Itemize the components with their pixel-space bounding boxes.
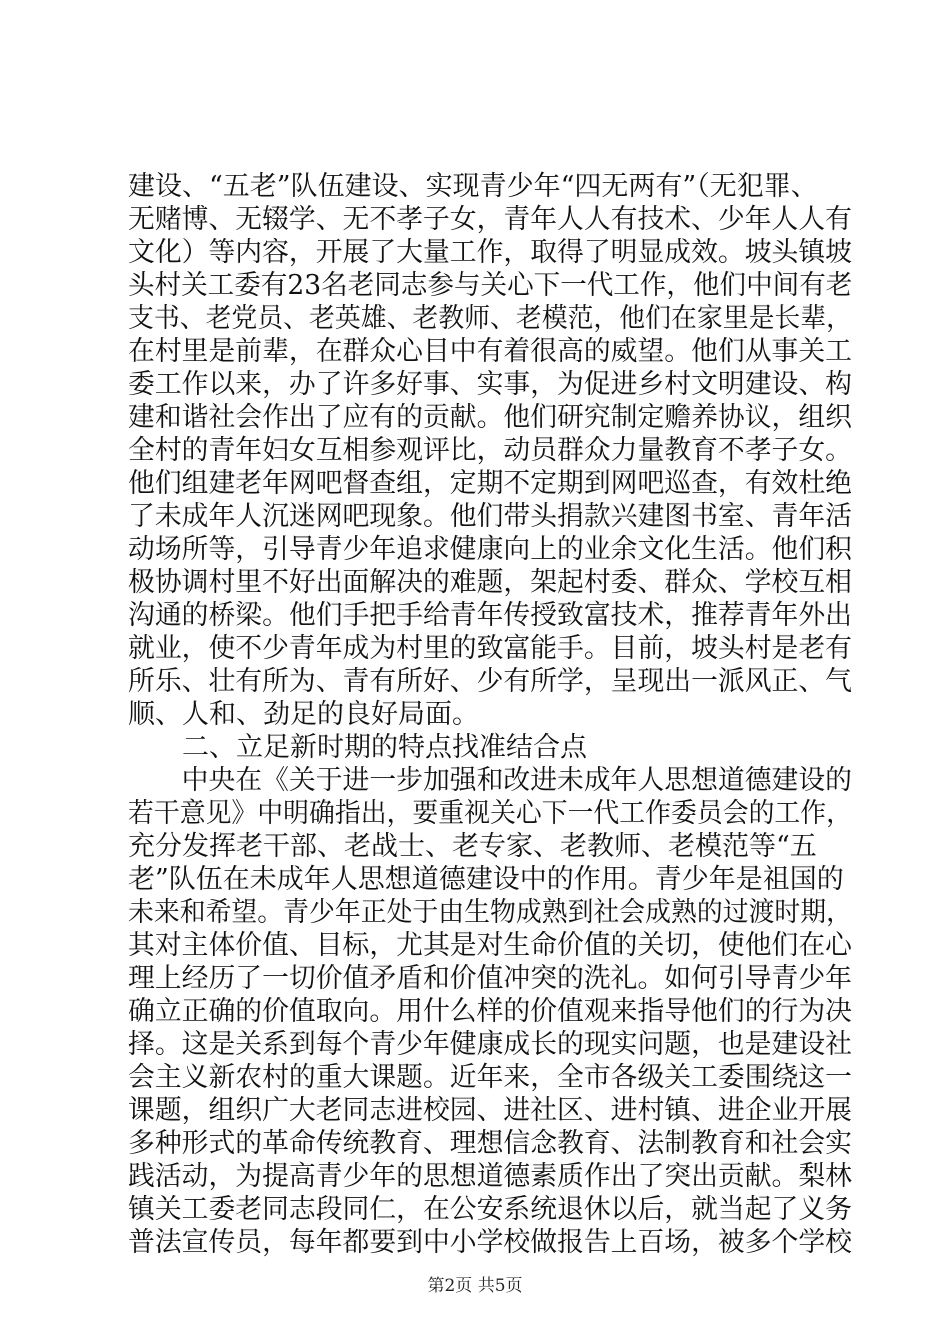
text-line: 建设、“五老”队伍建设、实现青少年“四无两有”（无犯罪、: [128, 171, 818, 202]
text-line: 择。这是关系到每个青少年健康成长的现实问题，也是建设社: [128, 1029, 852, 1060]
text-line: 文化）等内容，开展了大量工作，取得了明显成效。坡头镇坡: [128, 237, 852, 268]
text-line: 支书、老党员、老英雄、老教师、老模范，他们在家里是长辈，: [128, 303, 852, 334]
text-line: 所乐、壮有所为、青有所好、少有所学，呈现出一派风正、气: [128, 666, 852, 697]
text-line: 若干意见》中明确指出，要重视关心下一代工作委员会的工作，: [128, 798, 852, 829]
text-line: 建和谐社会作出了应有的贡献。他们研究制定赡养协议，组织: [128, 402, 852, 433]
text-line: 多种形式的革命传统教育、理想信念教育、法制教育和社会实: [128, 1128, 852, 1159]
text-line: 沟通的桥梁。他们手把手给青年传授致富技术，推荐青年外出: [128, 600, 852, 631]
text-line: 课题，组织广大老同志进校园、进社区、进村镇、进企业开展: [128, 1095, 852, 1126]
text-line: 就业，使不少青年成为村里的致富能手。目前，坡头村是老有: [128, 633, 852, 664]
text-line: 会主义新农村的重大课题。近年来，全市各级关工委围绕这一: [128, 1062, 852, 1093]
page-footer: 第2页 共5页: [427, 1276, 523, 1296]
text-line: 顺、人和、劲足的良好局面。: [128, 699, 479, 730]
text-line: 老”队伍在未成年人思想道德建设中的作用。青少年是祖国的: [128, 864, 844, 895]
text-line: 理上经历了一切价值矛盾和价值冲突的洗礼。如何引导青少年: [128, 963, 852, 994]
text-line: 了未成年人沉迷网吧现象。他们带头捐款兴建图书室、青年活: [128, 501, 852, 532]
text-line: 充分发挥老干部、老战士、老专家、老教师、老模范等“五: [128, 831, 817, 862]
text-line: 无赌博、无辍学、无不孝子女，青年人人有技术、少年人人有: [128, 204, 852, 235]
text-line: 确立正确的价值取向。用什么样的价值观来指导他们的行为决: [128, 996, 852, 1027]
text-line: 头村关工委有23名老同志参与关心下一代工作，他们中间有老: [128, 270, 853, 301]
text-line: 镇关工委老同志段同仁，在公安系统退休以后，就当起了义务: [128, 1194, 852, 1225]
text-line: 委工作以来，办了许多好事、实事，为促进乡村文明建设、构: [128, 369, 852, 400]
text-line: 在村里是前辈，在群众心目中有着很高的威望。他们从事关工: [128, 336, 852, 367]
text-line: 其对主体价值、目标，尤其是对生命价值的关切，使他们在心: [128, 930, 852, 961]
text-line: 他们组建老年网吧督查组，定期不定期到网吧巡查，有效杜绝: [128, 468, 852, 499]
document-body: [128, 170, 853, 1259]
text-line: 普法宣传员，每年都要到中小学校做报告上百场，被多个学校: [128, 1227, 852, 1258]
text-line: 动场所等，引导青少年追求健康向上的业余文化生活。他们积: [128, 534, 852, 565]
text-line: 未来和希望。青少年正处于由生物成熟到社会成熟的过渡时期，: [128, 897, 852, 928]
text-line: 二、立足新时期的特点找准结合点: [128, 732, 587, 763]
text-line: 极协调村里不好出面解决的难题，架起村委、群众、学校互相: [128, 567, 852, 598]
text-line: 中央在《关于进一步加强和改进未成年人思想道德建设的: [128, 765, 852, 796]
text-line: 践活动，为提高青少年的思想道德素质作出了突出贡献。梨林: [128, 1161, 852, 1192]
text-line: 全村的青年妇女互相参观评比，动员群众力量教育不孝子女。: [128, 435, 852, 466]
